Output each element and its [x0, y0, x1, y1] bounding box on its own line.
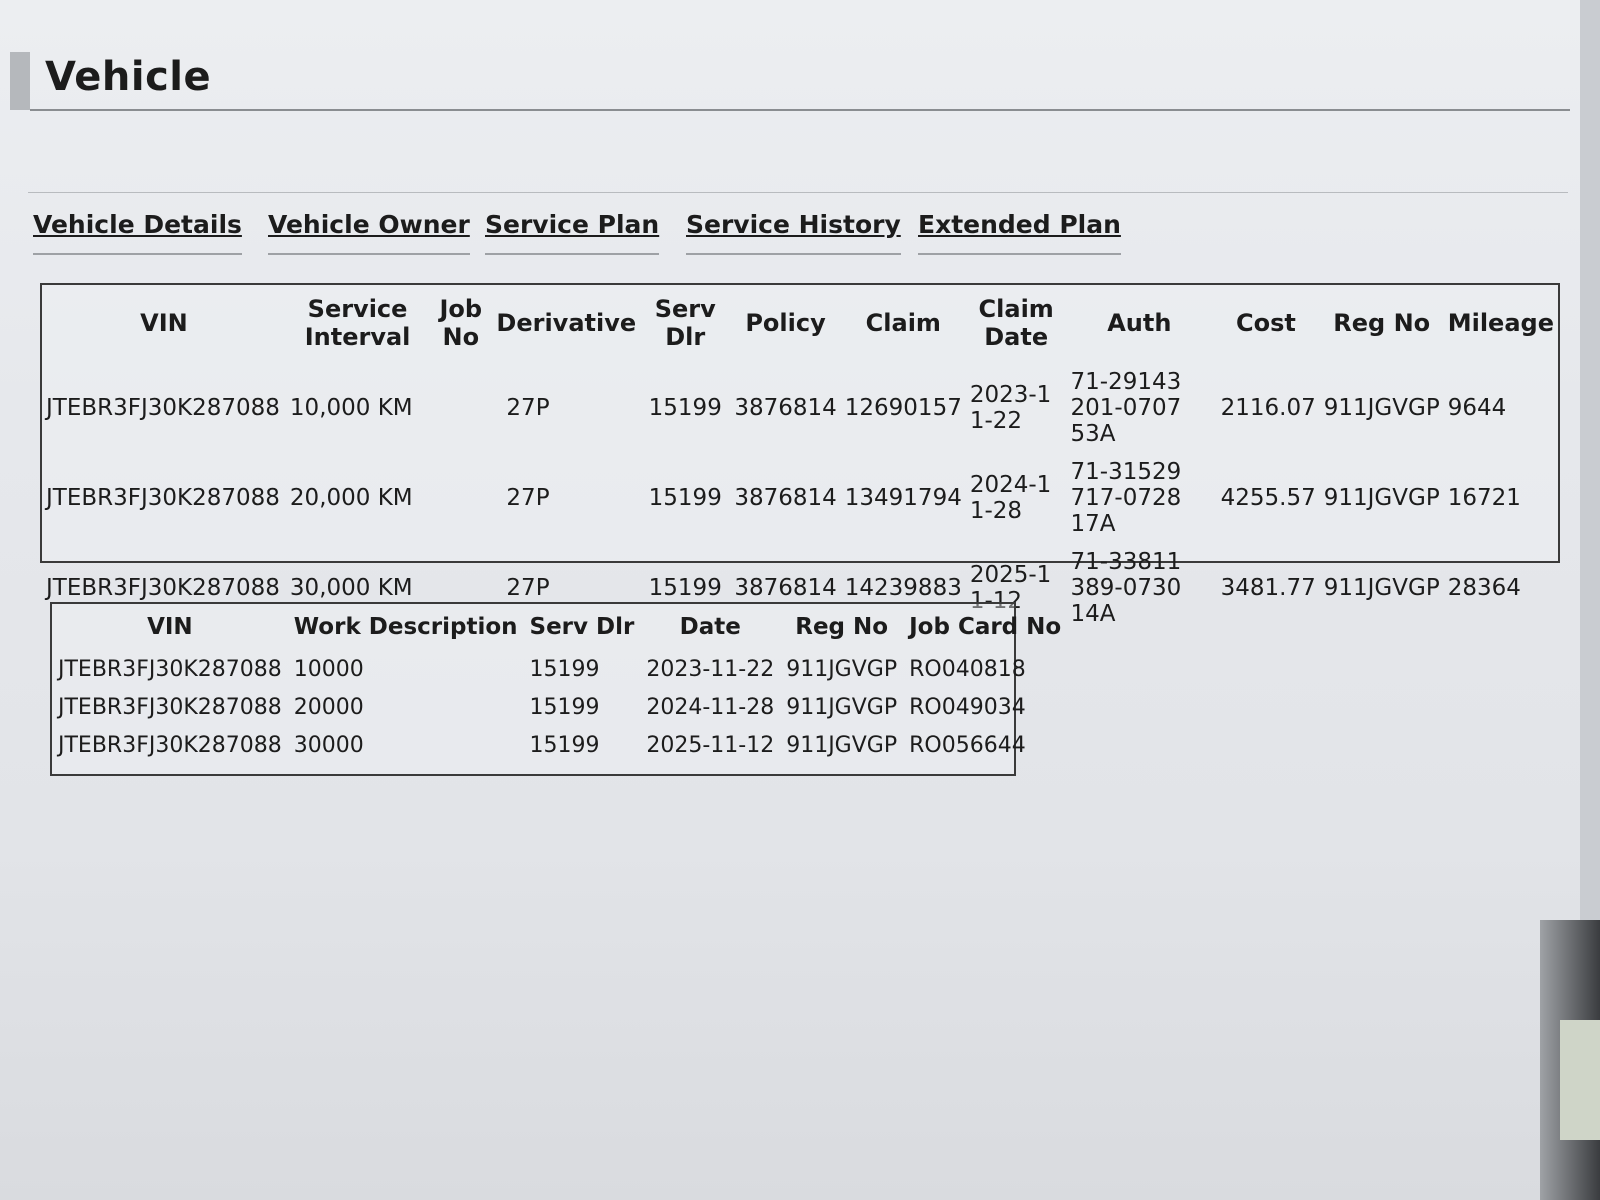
tab-service-history[interactable]: Service History — [686, 210, 901, 255]
cell-date: 2023-11-22 — [646, 656, 775, 682]
col-header-serv-dlr: Serv Dlr — [529, 614, 635, 640]
col-header-job-card-no: Job Card No — [909, 614, 1062, 640]
cell-vin: JTEBR3FJ30K287088 — [46, 575, 280, 601]
cell-serv-dlr: 15199 — [529, 732, 600, 758]
cell-derivative: 27P — [506, 395, 550, 421]
history-header-row — [52, 604, 1067, 650]
col-header-reg-no: Reg No — [795, 614, 889, 640]
service-history-table — [52, 604, 1067, 764]
col-header-auth: Auth — [1107, 309, 1172, 337]
table-row — [52, 650, 1067, 688]
cell-claim-date: 2024-11-28 — [969, 472, 1052, 524]
col-header-derivative: Derivative — [496, 309, 637, 337]
table-row — [52, 726, 1067, 764]
col-header-job-no: Job No — [439, 295, 483, 351]
cell-mileage: 28364 — [1447, 575, 1521, 601]
cell-cost: 2116.07 — [1220, 395, 1316, 421]
cell-work-description: 30000 — [293, 732, 364, 758]
cell-service-interval: 20,000 KM — [289, 485, 413, 511]
tab-vehicle-owner[interactable]: Vehicle Owner — [268, 210, 470, 255]
tab-vehicle-details[interactable]: Vehicle Details — [33, 210, 242, 255]
cell-serv-dlr: 15199 — [529, 656, 600, 682]
cell-derivative: 27P — [506, 575, 550, 601]
table-row — [42, 453, 1558, 543]
cell-auth: 71-33811389-073014A — [1070, 549, 1182, 627]
header-accent-bar — [10, 52, 30, 110]
cell-work-description: 20000 — [293, 694, 364, 720]
col-header-vin: VIN — [140, 309, 188, 337]
cell-serv-dlr: 15199 — [648, 395, 722, 421]
col-header-claim: Claim — [865, 309, 941, 337]
claims-header-row — [42, 285, 1558, 363]
cell-service-interval: 30,000 KM — [289, 575, 413, 601]
cell-vin: JTEBR3FJ30K287088 — [46, 395, 280, 421]
table-row — [42, 363, 1558, 453]
service-history-table-container — [50, 602, 1062, 776]
header-divider — [30, 109, 1570, 111]
tab-service-plan[interactable]: Service Plan — [485, 210, 659, 255]
col-header-reg-no: Reg No — [1333, 309, 1431, 337]
cell-work-description: 10000 — [293, 656, 364, 682]
cell-auth: 71-29143201-070753A — [1070, 369, 1182, 447]
cell-policy: 3876814 — [734, 485, 837, 511]
cell-date: 2025-11-12 — [646, 732, 775, 758]
cell-auth: 71-31529717-072817A — [1070, 459, 1182, 537]
cell-vin: JTEBR3FJ30K287088 — [58, 694, 282, 720]
cell-vin: JTEBR3FJ30K287088 — [46, 485, 280, 511]
cell-vin: JTEBR3FJ30K287088 — [58, 732, 282, 758]
cell-job-card-no: RO056644 — [909, 732, 1026, 758]
cell-vin: JTEBR3FJ30K287088 — [58, 656, 282, 682]
cell-job-no — [429, 363, 492, 453]
cell-claim: 12690157 — [844, 395, 962, 421]
cell-serv-dlr: 15199 — [648, 485, 722, 511]
cell-date: 2024-11-28 — [646, 694, 775, 720]
page-header — [10, 52, 1570, 112]
col-header-mileage: Mileage — [1447, 309, 1554, 337]
col-header-serv-dlr: Serv Dlr — [654, 295, 716, 351]
cell-mileage: 9644 — [1447, 395, 1507, 421]
cell-reg-no: 911JGVGP — [786, 656, 898, 682]
cell-claim: 13491794 — [844, 485, 962, 511]
table-row — [52, 688, 1067, 726]
col-header-policy: Policy — [745, 309, 826, 337]
col-header-vin: VIN — [147, 614, 193, 640]
page-title: Vehicle — [45, 54, 212, 100]
background-object — [1560, 1020, 1600, 1140]
tab-extended-plan[interactable]: Extended Plan — [918, 210, 1121, 255]
col-header-service-interval: Service Interval — [304, 295, 411, 351]
cell-cost: 3481.77 — [1220, 575, 1316, 601]
col-header-work-description: Work Description — [293, 614, 518, 640]
cell-job-card-no: RO040818 — [909, 656, 1026, 682]
cell-job-no — [429, 453, 492, 543]
cell-reg-no: 911JGVGP — [786, 694, 898, 720]
cell-claim-date: 2023-11-22 — [969, 382, 1052, 434]
tabs-divider — [28, 192, 1568, 193]
claims-table — [42, 285, 1558, 633]
cell-serv-dlr: 15199 — [648, 575, 722, 601]
col-header-claim-date: Claim Date — [978, 295, 1054, 351]
cell-claim-date: 2025-11-12 — [969, 562, 1052, 614]
col-header-date: Date — [679, 614, 741, 640]
cell-reg-no: 911JGVGP — [1323, 575, 1440, 601]
cell-policy: 3876814 — [734, 575, 837, 601]
col-header-cost: Cost — [1236, 309, 1296, 337]
cell-reg-no: 911JGVGP — [1323, 485, 1440, 511]
cell-reg-no: 911JGVGP — [786, 732, 898, 758]
cell-mileage: 16721 — [1447, 485, 1521, 511]
cell-service-interval: 10,000 KM — [289, 395, 413, 421]
cell-policy: 3876814 — [734, 395, 837, 421]
cell-serv-dlr: 15199 — [529, 694, 600, 720]
cell-claim: 14239883 — [844, 575, 962, 601]
cell-cost: 4255.57 — [1220, 485, 1316, 511]
cell-job-card-no: RO049034 — [909, 694, 1026, 720]
cell-reg-no: 911JGVGP — [1323, 395, 1440, 421]
cell-derivative: 27P — [506, 485, 550, 511]
